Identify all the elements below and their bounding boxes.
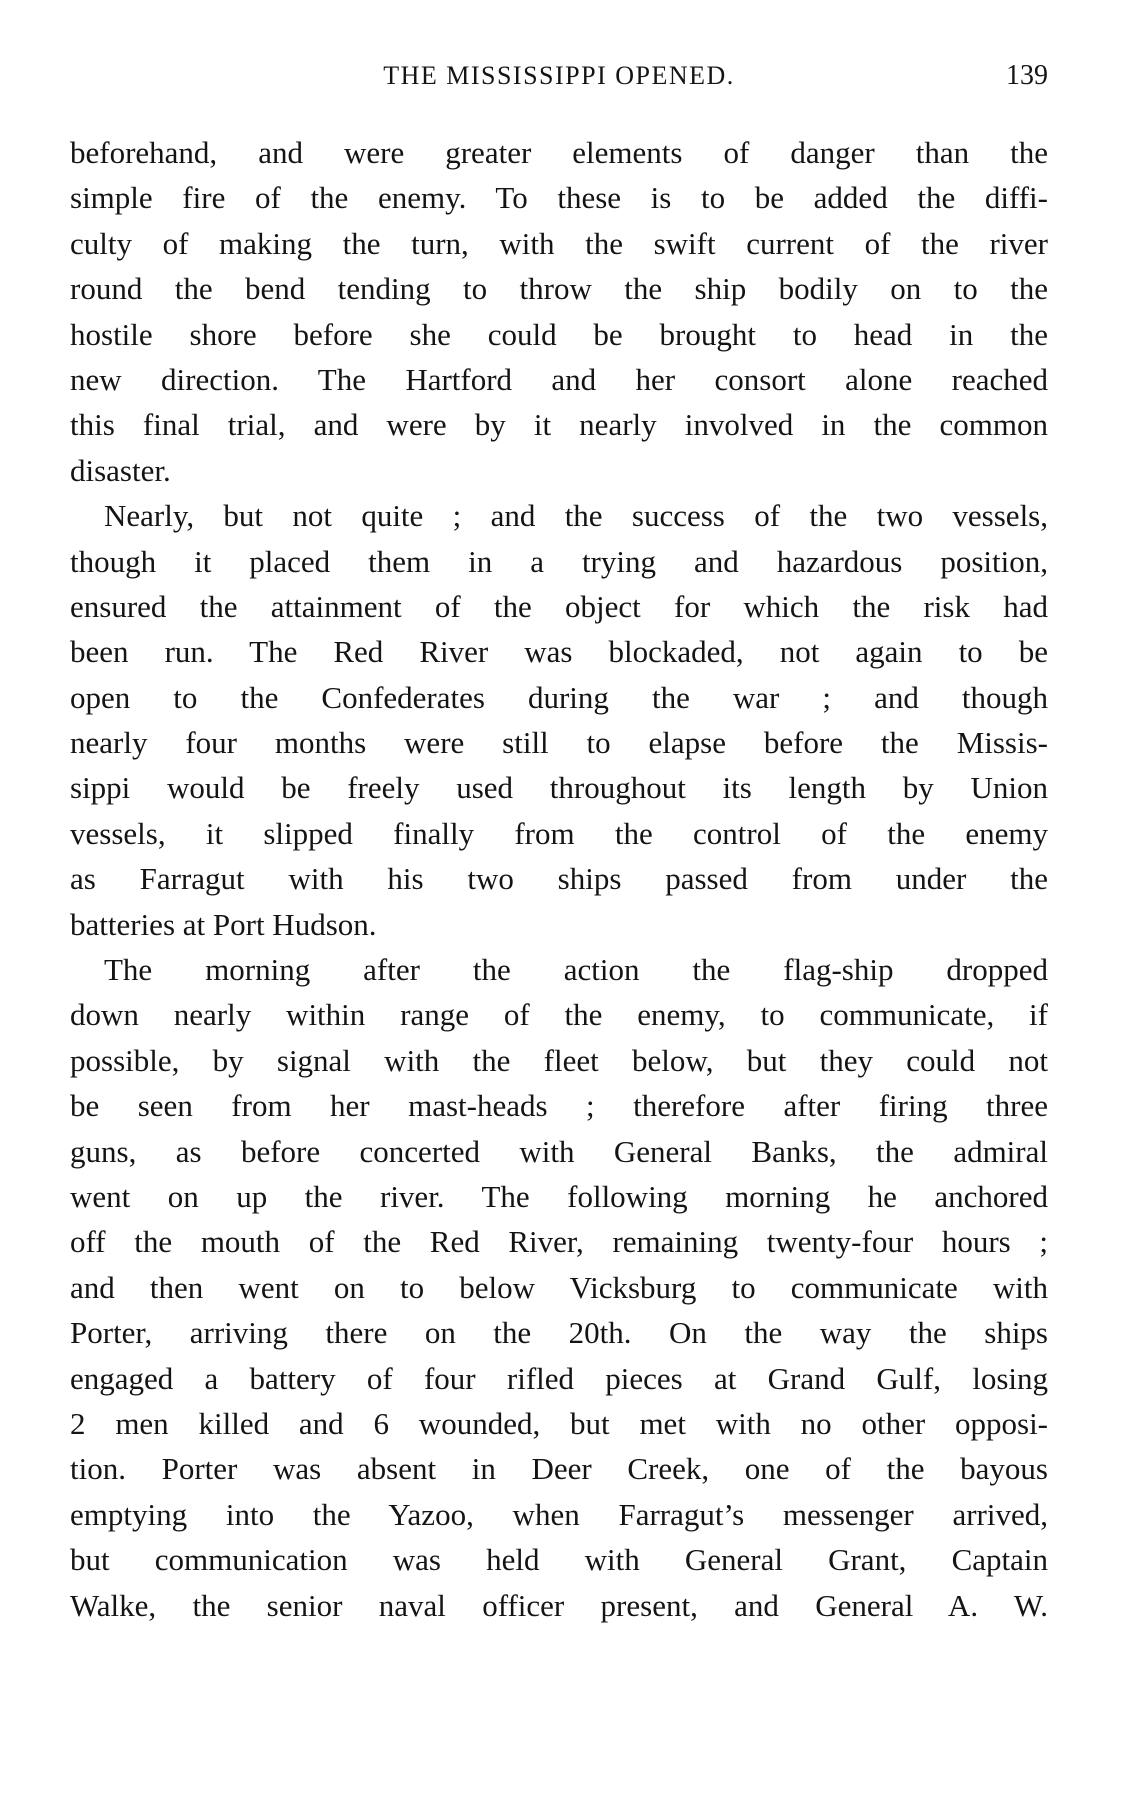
text-line: disaster.: [70, 452, 171, 488]
running-title: THE MISSISSIPPI OPENED.: [383, 61, 735, 90]
text-line: batteries at Port Hudson.: [70, 906, 377, 942]
text-line: open to the Confederates during the war ; and though: [70, 679, 1048, 715]
text-line: culty of making the turn, with the swift current of the river: [70, 225, 1048, 261]
text-line: and then went on to below Vicksburg to communicate with: [70, 1269, 1048, 1305]
paragraph-1: [70, 130, 1048, 493]
text-line: tion. Porter was absent in Deer Creek, one of the bayous: [70, 1451, 1048, 1487]
text-line: new direction. The Hartford and her consort alone reached: [70, 361, 1048, 397]
text-line: this final trial, and were by it nearly involved in the common: [70, 407, 1048, 443]
text-line: vessels, it slipped finally from the control of the enemy: [70, 815, 1048, 851]
paragraph-3: [70, 947, 1048, 1628]
text-line: be seen from her mast-heads ; therefore after firing three: [70, 1088, 1048, 1124]
text-line: beforehand, and were greater elements of danger than the: [70, 135, 1048, 170]
text-line: off the mouth of the Red River, remaining twenty-four hours ;: [70, 1224, 1048, 1260]
text-line: engaged a battery of four rifled pieces at Grand Gulf, losing: [70, 1360, 1048, 1396]
text-line: but communication was held with General Grant, Captain: [70, 1542, 1048, 1578]
text-line: down nearly within range of the enemy, to communicate, if: [70, 997, 1048, 1033]
text-line: possible, by signal with the fleet below, but they could not: [70, 1042, 1048, 1078]
text-line: simple fire of the enemy. To these is to be added the diffi-: [70, 180, 1048, 216]
text-line: been run. The Red River was blockaded, not again to be: [70, 634, 1048, 670]
text-line: The morning after the action the flag-ship dropped: [104, 952, 1048, 988]
text-line: sippi would be freely used throughout its length by Union: [70, 770, 1048, 806]
text-line: 2 men killed and 6 wounded, but met with no other opposi-: [70, 1405, 1048, 1441]
text-line: guns, as before concerted with General Banks, the admiral: [70, 1133, 1048, 1169]
text-line: round the bend tending to throw the ship bodily on to the: [70, 271, 1048, 307]
text-line: emptying into the Yazoo, when Farragut’s messenger arrived,: [70, 1496, 1048, 1532]
running-header: [70, 56, 1048, 96]
page-number: 139: [1006, 60, 1048, 91]
text-line: went on up the river. The following morning he anchored: [70, 1178, 1048, 1214]
text-line: though it placed them in a trying and hazardous position,: [70, 543, 1048, 579]
text-line: ensured the attainment of the object for which the risk had: [70, 588, 1048, 624]
text-line: nearly four months were still to elapse before the Missis-: [70, 725, 1048, 761]
text-line: Walke, the senior naval officer present, and General A. W.: [70, 1587, 1048, 1623]
text-line: Porter, arriving there on the 20th. On the way the ships: [70, 1315, 1048, 1351]
text-line: Nearly, but not quite ; and the success of the two vessels,: [104, 498, 1048, 534]
text-line: as Farragut with his two ships passed from under the: [70, 861, 1048, 897]
text-line: hostile shore before she could be brought to head in the: [70, 316, 1048, 352]
paragraph-2: [70, 493, 1048, 947]
body-text: [70, 130, 1048, 1628]
